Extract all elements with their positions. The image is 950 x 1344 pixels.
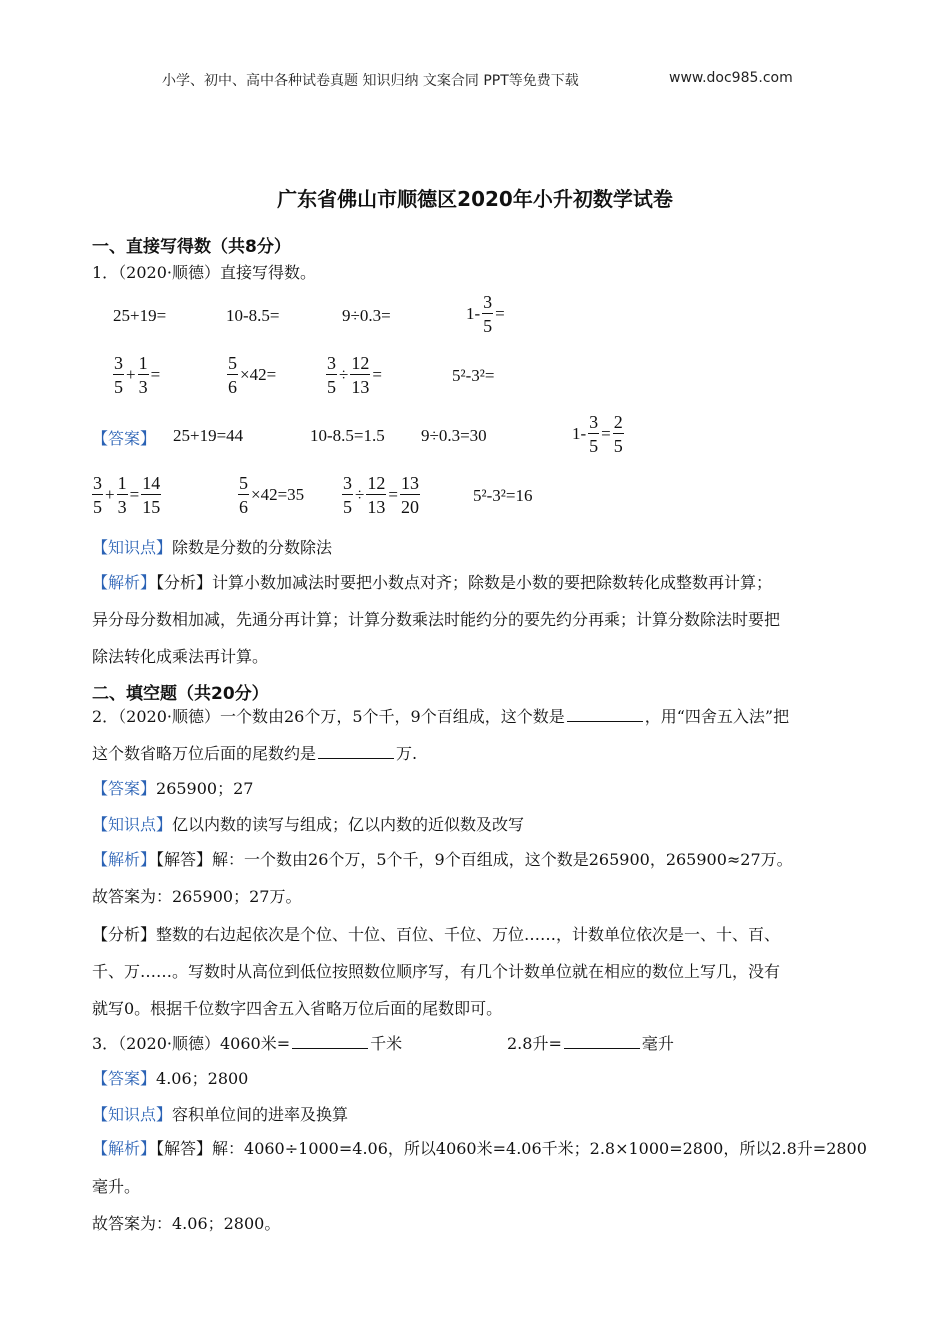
q1-item-4: 1- $\frac{3}{5}$ = (466, 292, 505, 336)
answer-tag: 【答案】 (92, 429, 157, 448)
q1-item-7: $\frac{3}{5}$ ÷ $\frac{12}{13}$ = (327, 353, 382, 397)
q1-item-8: 5²-3²= (452, 366, 495, 385)
q1-analysis-line-2: 异分母分数相加减，先通分再计算；计算分数乘法时能约分的要先约分再乘；计算分数除法时要把 (92, 610, 781, 629)
q1-item-2: 10-8.5= (226, 306, 280, 325)
q3-knowledge: 【知识点】容积单位间的进率及换算 (92, 1105, 349, 1124)
question-3-stem-part-1: 3．（2020·顺德）4060米= 千米 (92, 1034, 403, 1053)
q1-analysis-line-3: 除法转化成乘法再计算。 (92, 647, 269, 666)
q1-knowledge: 【知识点】除数是分数的分数除法 (92, 538, 333, 557)
q3-solution-line-2: 毫升。 (92, 1177, 141, 1196)
question-2-stem-line-2: 这个数省略万位后面的尾数约是 万. (92, 744, 418, 763)
fraction: $\frac{3}{5}$ (483, 292, 493, 336)
q1-answer-5: $\frac{3}{5}$ + $\frac{1}{3}$ = $\frac{14}{15}$ (93, 473, 161, 517)
q2-solution-line-1: 【解析】【解答】解：一个数由26个万，5个千，9个百组成，这个数是265900，265900≈27万。 (92, 850, 793, 869)
section-heading-1: 一、直接写得数（共8分） (92, 237, 291, 257)
q1-analysis-line-1: 【解析】【分析】计算小数加减法时要把小数点对齐；除数是小数的要把除数转化成整数再计算； (92, 573, 773, 592)
q1-answer-3: 9÷0.3=30 (421, 426, 487, 445)
q3-solution-line-3: 故答案为：4.06；2800。 (92, 1214, 281, 1233)
header-site-link[interactable]: www.doc985.com (669, 70, 793, 86)
header-text: 小学、初中、高中各种试卷真题 知识归纳 文案合同 PPT等免费下载 (162, 73, 579, 89)
q3-solution-line-1: 【解析】【解答】解：4060÷1000=4.06，所以4060米=4.06千米；2.8×1000=2800，所以2.8升=2800 (92, 1139, 867, 1158)
q1-item-1: 25+19= (113, 306, 167, 325)
q2-knowledge: 【知识点】亿以内数的读写与组成；亿以内数的近似数及改写 (92, 815, 525, 834)
question-2-stem-line-1: 2．（2020·顺德）一个数由26个万，5个千，9个百组成，这个数是 ，用“四舍五入法”把 (92, 707, 790, 726)
q1-answer-4: 1- $\frac{3}{5}$ = $\frac{2}{5}$ (572, 412, 623, 456)
q2-answer: 【答案】265900；27 (92, 779, 254, 798)
q1-answer-6: $\frac{5}{6}$ ×42=35 (239, 473, 305, 517)
q1-item-5: $\frac{3}{5}$ + $\frac{1}{3}$ = (114, 353, 161, 397)
answer-blank (567, 720, 643, 722)
q1-item-3: 9÷0.3= (342, 306, 391, 325)
answer-blank (318, 757, 394, 759)
section-heading-2: 二、填空题（共20分） (92, 684, 269, 704)
q2-analysis-line-1: 【分析】整数的右边起依次是个位、十位、百位、千位、万位……，计数单位依次是一、十、百、 (92, 925, 781, 944)
q1-answer-1: 25+19=44 (173, 426, 244, 445)
page-title: 广东省佛山市顺德区2020年小升初数学试卷 (277, 187, 673, 211)
answer-blank (564, 1047, 640, 1049)
q1-item-6: $\frac{5}{6}$ ×42= (228, 353, 277, 397)
question-3-stem-part-2: 2.8升= 毫升 (507, 1034, 674, 1053)
q1-answer-8: 5²-3²=16 (473, 486, 533, 505)
question-1-stem: 1．（2020·顺德）直接写得数。 (92, 263, 316, 282)
q1-answer-2: 10-8.5=1.5 (310, 426, 385, 445)
q2-analysis-line-2: 千、万……。写数时从高位到低位按照数位顺序写，有几个计数单位就在相应的数位上写几，没有 (92, 962, 781, 981)
q1-answer-7: $\frac{3}{5}$ ÷ $\frac{12}{13}$ = $\frac{13}{20}$ (343, 473, 419, 517)
answer-blank (292, 1047, 368, 1049)
q3-answer: 【答案】4.06；2800 (92, 1069, 249, 1088)
q2-analysis-line-3: 就写0。根据千位数字四舍五入省略万位后面的尾数即可。 (92, 999, 503, 1018)
q2-solution-line-2: 故答案为：265900；27万。 (92, 887, 302, 906)
